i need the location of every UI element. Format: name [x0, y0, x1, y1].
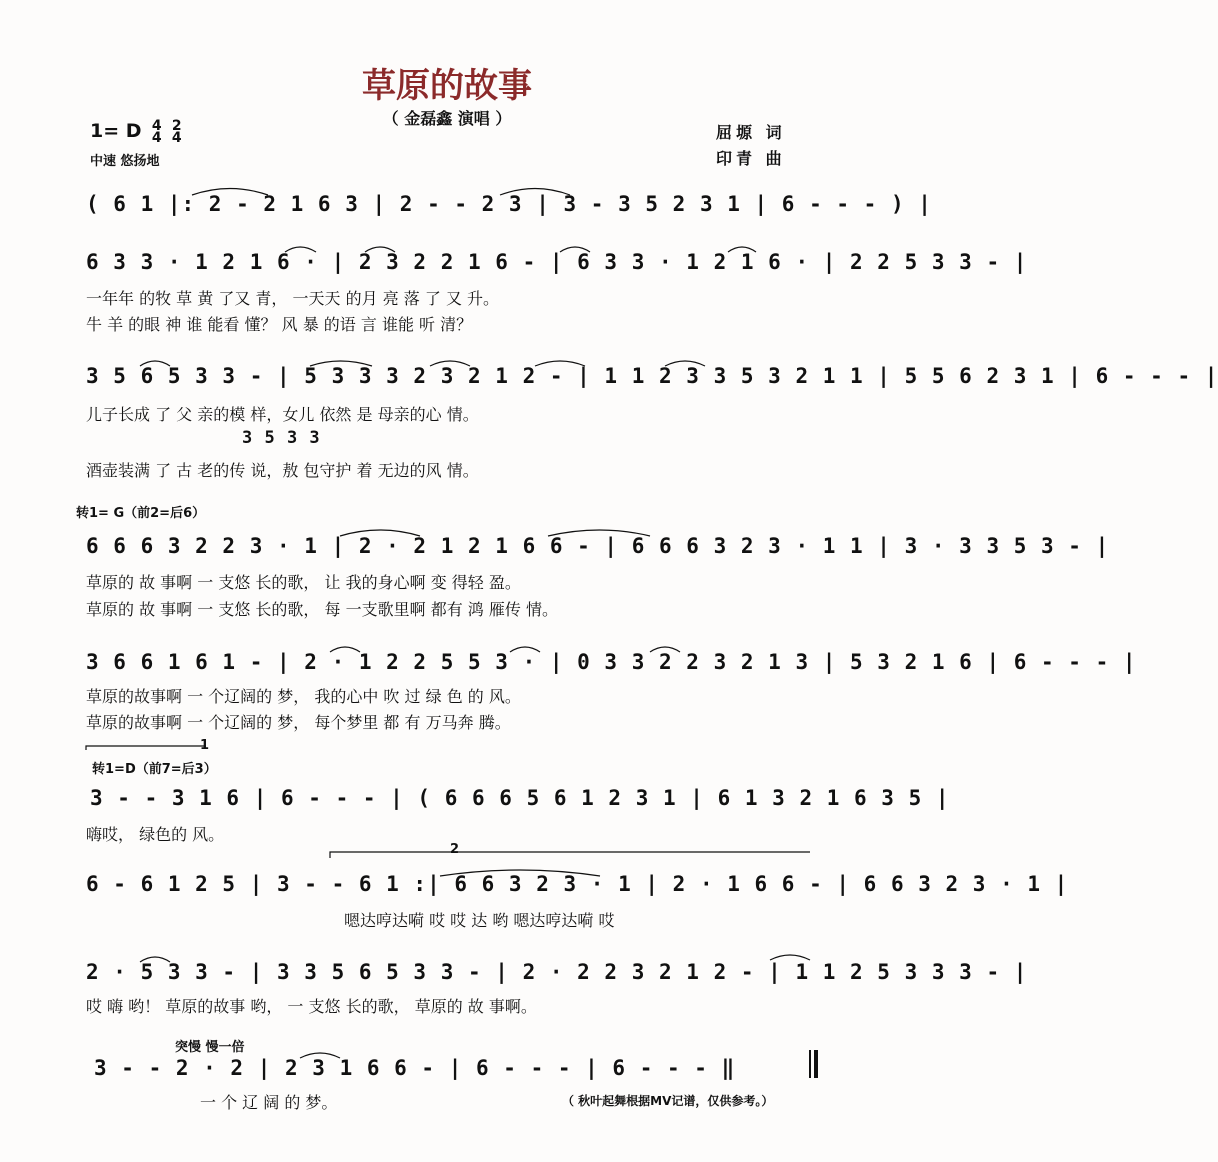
lyric-line-8: 哎 嗨 哟！ 草原的故事 哟， 一 支悠 长的歌， 草原的 故 事啊。	[86, 997, 537, 1016]
lyric-line-6: 嗨哎， 绿色的 风。	[86, 825, 225, 844]
lyric-line-9: 一 个 辽 阔 的 梦。	[200, 1093, 338, 1112]
volta-1-label: 1	[200, 738, 210, 753]
key-signature: 1= D 4 4 2 4	[90, 118, 182, 146]
modulation-to-g: 转1= G（前2=后6）	[76, 506, 206, 521]
footnote: （ 秋叶起舞根据MV记谱，仅供参考。）	[562, 1094, 774, 1108]
lyric-line-3a: 儿子长成 了 父 亲的模 样，女儿 依然 是 母亲的心 情。	[86, 405, 479, 424]
alt-notation: 3 5 3 3	[242, 428, 321, 448]
notation-line-7: 6 - 6 1 2 5 | 3 - - 6 1 :| 6 6 3 2 3 · 1 | 2 · 1 6 6 - | 6 6 3 2 3 · 1 |	[86, 872, 1069, 896]
tempo-marking: 中速 悠扬地	[90, 154, 160, 169]
notation-line-5: 3 6 6 1 6 1 - | 2 · 1 2 2 5 5 3 · | 0 3 3 2 2 3 2 1 3 | 5 3 2 1 6 | 6 - - - |	[86, 650, 1137, 674]
notation-line-1: ( 6 1 |: 2 - 2 1 6 3 | 2 - - 2 3 | 3 - 3 5 2 3 1 | 6 - - - ) |	[86, 192, 932, 216]
tempo-change: 突慢 慢一倍	[175, 1040, 245, 1055]
lyricist-credit: 屈塬 词	[716, 123, 786, 142]
notation-line-3: 3 5 6 5 3 3 - | 5 3 3 3 2 3 2 1 2 - | 1 1 2 3 3 5 3 2 1 1 | 5 5 6 2 3 1 | 6 - - - |	[86, 364, 1218, 388]
composer-credit: 印青 曲	[716, 149, 786, 168]
volta-2-label: 2	[450, 842, 460, 857]
notation-line-9: 3 - - 2 · 2 | 2 3 1 6 6 - | 6 - - - | 6 - - - ‖	[94, 1056, 736, 1080]
notation-line-6: 3 - - 3 1 6 | 6 - - - | ( 6 6 6 5 6 1 2 3 1 | 6 1 3 2 1 6 3 5 |	[90, 786, 950, 810]
modulation-to-d: 转1=D（前7=后3）	[92, 762, 217, 777]
notation-line-4: 6 6 6 3 2 2 3 · 1 | 2 · 2 1 2 1 6 6 - | 6 6 6 3 2 3 · 1 1 | 3 · 3 3 5 3 - |	[86, 534, 1110, 558]
lyric-line-7: 嗯达哼达嗬 哎 哎 达 哟 嗯达哼达嗬 哎	[344, 911, 615, 930]
lyric-line-2b: 牛 羊 的眼 神 谁 能看 懂？ 风 暴 的语 言 谁能 听 清？	[86, 315, 473, 334]
lyric-line-4b: 草原的 故 事啊 一 支悠 长的歌， 每 一支歌里啊 都有 鸿 雁传 情。	[86, 600, 558, 619]
singer-credit: （ 金磊鑫 演唱 ）	[382, 109, 512, 128]
lyric-line-3b: 酒壶装满 了 古 老的传 说，敖 包守护 着 无边的风 情。	[86, 461, 479, 480]
lyric-line-2a: 一年年 的牧 草 黄 了又 青， 一天天 的月 亮 落 了 又 升。	[86, 289, 500, 308]
lyric-line-5b: 草原的故事啊 一 个辽阔的 梦， 每个梦里 都 有 万马奔 腾。	[86, 713, 511, 732]
notation-line-2: 6 3 3 · 1 2 1 6 · | 2 3 2 2 1 6 - | 6 3 3 · 1 2 1 6 · | 2 2 5 3 3 - |	[86, 250, 1028, 274]
notation-line-8: 2 · 5 3 3 - | 3 3 5 6 5 3 3 - | 2 · 2 2 3 2 1 2 - | 1 1 2 5 3 3 3 - |	[86, 960, 1028, 984]
lyric-line-4a: 草原的 故 事啊 一 支悠 长的歌， 让 我的身心啊 变 得轻 盈。	[86, 573, 521, 592]
lyric-line-5a: 草原的故事啊 一 个辽阔的 梦， 我的心中 吹 过 绿 色 的 风。	[86, 687, 521, 706]
song-title: 草原的故事	[362, 66, 532, 106]
